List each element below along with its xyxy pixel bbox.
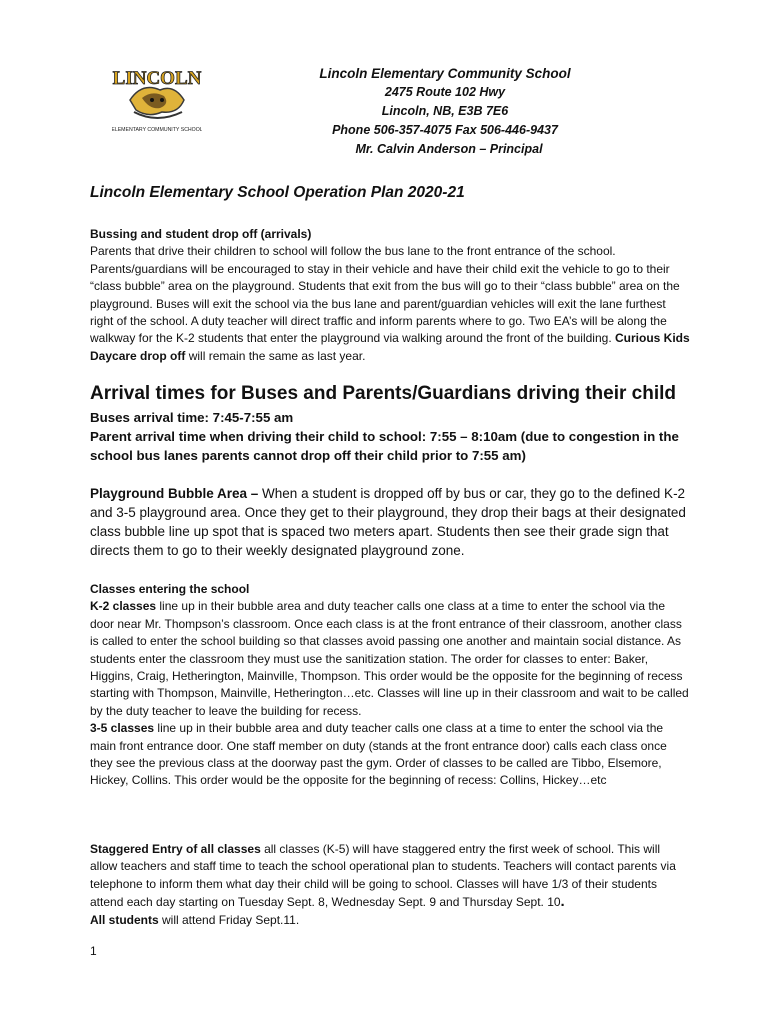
bussing-heading: Bussing and student drop off (arrivals) — [90, 227, 312, 241]
school-phone: Phone 506-357-4075 Fax 506-446-9437 — [332, 123, 558, 137]
parent-arrival-time: Parent arrival time when driving their child to school: 7:55 – 8:10am (due to congestion in the school bus lanes parents cannot drop off their child prior to 7:55 am) — [90, 429, 679, 463]
all-students-text: will attend Friday Sept.11. — [158, 912, 300, 927]
staggered-period: . — [560, 893, 565, 911]
k2-paragraph — [90, 598, 690, 720]
school-logo — [112, 60, 202, 136]
daycare-label: Curious Kids Daycare drop off — [90, 331, 690, 363]
school-name: Lincoln Elementary Community School — [319, 66, 571, 81]
playground-text: When a student is dropped off by bus or car, they go to the defined K-2 and 3-5 playground area. Once they get to their playground, they drop their bags at their designated class bubble line up spot that is spaced two meters apart. Students then see their grade sign that directs them to go to their weekly designated playground zone. — [90, 486, 686, 558]
all-students-label: All students — [90, 912, 159, 927]
staggered-section — [90, 841, 690, 929]
grade35-paragraph — [90, 720, 690, 790]
classes-heading: Classes entering the school — [90, 582, 250, 596]
grade35-text: line up in their bubble area and duty teacher calls one class at a time to enter the school via the main front entrance door. One staff member on duty (stands at the front entrance door) calls each class once they see the previous class at the doorway past the gym. Order of classes to be called are Tibbo, Elsemore, Hickey, Collins. This order would be the opposite for the beginning of recess: Collins, Hickey…etc — [90, 721, 667, 788]
logo-subtitle: ELEMENTARY COMMUNITY SCHOOL — [112, 127, 202, 133]
arrival-times — [90, 408, 690, 465]
bussing-text: Parents that drive their children to school will follow the bus lane to the front entrance of the school. Parents/guardians will be encouraged to stay in their vehicle and have their child exit the vehicle to go to their “class bubble” area on the playground. Students that exit from the bus will go to their “class bubble” area on the playground. Buses will exit the school via the bus lane and parent/guardian vehicles will exit the lane furthest right of the school. A duty teacher will direct traffic and inform parents where to go. Two EA’s will be along the walkway for the K-2 students that enter the playground via walking around the front of the building. — [90, 244, 680, 346]
letterhead — [300, 64, 590, 159]
bus-arrival-time: Buses arrival time: 7:45-7:55 am — [90, 410, 294, 425]
school-principal: Mr. Calvin Anderson – Principal — [355, 142, 543, 156]
k2-label: K-2 classes — [90, 599, 157, 614]
lion-logo-icon — [112, 60, 202, 136]
daycare-text: will remain the same as last year. — [185, 348, 366, 363]
arrival-heading: Arrival times for Buses and Parents/Guardians driving their child — [90, 383, 676, 404]
classes-section — [90, 581, 690, 790]
document-title: Lincoln Elementary School Operation Plan 2020-21 — [90, 184, 465, 201]
logo-wordmark: LINCOLN — [112, 68, 202, 89]
school-street: 2475 Route 102 Hwy — [384, 85, 506, 99]
staggered-text: all classes (K-5) will have staggered entry the first week of school. This will allow teachers and staff time to teach the school operational plan to students. Teachers will contact parents via telephone to inform them what day their child will be going to school. Classes will have 1/3 of their students attend each day starting on Tuesday Sept. 8, Wednesday Sept. 9 and Thursday Sept. 10 — [90, 842, 676, 910]
all-students-paragraph — [90, 912, 690, 929]
staggered-paragraph — [90, 841, 690, 912]
k2-text: line up in their bubble area and duty teacher calls one class at a time to enter the school via the door near Mr. Thompson’s classroom. Once each class is at the front entrance of their classroom, another class is called to enter the school building so that classes avoid passing one another and maintain social distance. As students enter the classroom they must use the sanitization station. The order for classes to enter: Baker, Higgins, Craig, Hetherington, Mainville, Thompson. This order would be the opposite for the beginning of recess starting with Thompson, Mainville, Hetherington…etc. Classes will line up in their classroom and wait to be called by the duty teacher to leave the building for recess. — [90, 599, 689, 718]
grade35-label: 3-5 classes — [90, 721, 155, 736]
bussing-section — [90, 226, 690, 365]
school-city: Lincoln, NB, E3B 7E6 — [381, 104, 509, 118]
bussing-body — [90, 243, 690, 365]
playground-label: Playground Bubble Area – — [90, 486, 259, 501]
staggered-label: Staggered Entry of all classes — [90, 842, 261, 856]
page-number: 1 — [90, 944, 97, 958]
playground-section — [90, 484, 690, 560]
